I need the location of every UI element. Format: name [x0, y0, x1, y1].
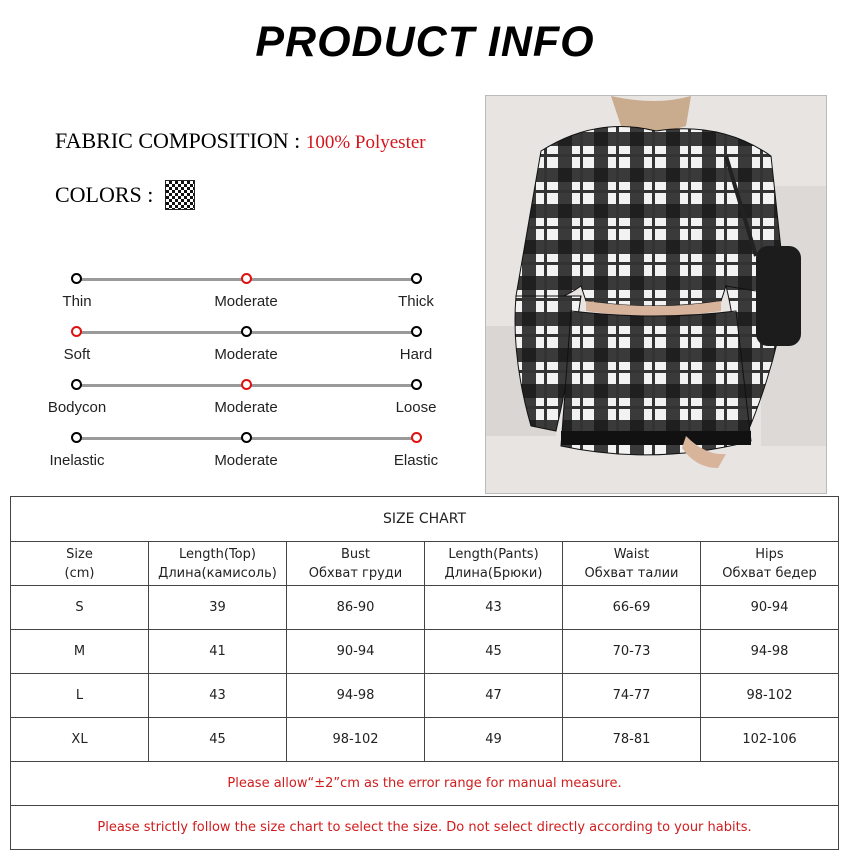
scale-label-right: Elastic	[393, 452, 439, 469]
cell-hips: 90-94	[701, 586, 839, 630]
scale-dot-left	[71, 273, 82, 284]
page-title: PRODUCT INFO	[255, 18, 595, 66]
cell-waist: 74-77	[563, 674, 701, 718]
scale-label-right: Hard	[399, 346, 433, 363]
size-chart-header-row	[11, 542, 839, 586]
scale-label-right: Thick	[398, 293, 434, 310]
cell-bust: 94-98	[287, 674, 425, 718]
cell-length-pants: 45	[425, 630, 563, 674]
header-hips: Hips Обхват бедер	[701, 542, 839, 586]
scale-label-left: Bodycon	[47, 399, 107, 416]
cell-bust: 98-102	[287, 718, 425, 762]
cell-size: M	[11, 630, 149, 674]
product-photo-illustration	[486, 96, 826, 493]
header-length-top: Length(Top) Длина(камисоль)	[149, 542, 287, 586]
measurement-error-note: Please allow“±2”cm as the error range for manual measure.	[11, 762, 839, 806]
table-row	[11, 674, 839, 718]
colors-row	[55, 180, 195, 210]
scale-label-middle: Moderate	[214, 293, 278, 310]
cell-length-top: 43	[149, 674, 287, 718]
cell-length-top: 39	[149, 586, 287, 630]
header-length-pants: Length(Pants) Длина(Брюки)	[425, 542, 563, 586]
cell-size: L	[11, 674, 149, 718]
fabric-label: FABRIC COMPOSITION :	[55, 128, 301, 153]
scale-label-middle: Moderate	[214, 346, 278, 363]
scale-dot-left	[71, 379, 82, 390]
cell-bust: 90-94	[287, 630, 425, 674]
plaid-color-swatch[interactable]	[165, 180, 195, 210]
cell-length-pants: 43	[425, 586, 563, 630]
cell-length-pants: 47	[425, 674, 563, 718]
softness-scale	[40, 324, 450, 374]
size-selection-note: Please strictly follow the size chart to select the size. Do not select directly according to your habits.	[11, 806, 839, 850]
scale-dot-middle	[241, 273, 252, 284]
cell-waist: 78-81	[563, 718, 701, 762]
cell-hips: 94-98	[701, 630, 839, 674]
fit-scale	[40, 377, 450, 427]
cell-hips: 98-102	[701, 674, 839, 718]
scale-label-left: Inelastic	[49, 452, 105, 469]
product-photo	[485, 95, 827, 494]
size-chart-table	[10, 496, 839, 850]
cell-length-top: 41	[149, 630, 287, 674]
cell-waist: 66-69	[563, 586, 701, 630]
scale-label-left: Thin	[62, 293, 92, 310]
scale-dot-right	[411, 326, 422, 337]
cell-hips: 102-106	[701, 718, 839, 762]
scale-label-right: Loose	[395, 399, 437, 416]
scale-dot-middle	[241, 432, 252, 443]
scale-dot-middle	[241, 326, 252, 337]
table-row	[11, 630, 839, 674]
scale-dot-right	[411, 273, 422, 284]
colors-label: COLORS :	[55, 182, 154, 207]
scale-dot-left	[71, 326, 82, 337]
scale-dot-right	[411, 432, 422, 443]
cell-size: XL	[11, 718, 149, 762]
fabric-composition	[55, 128, 426, 154]
scale-dot-middle	[241, 379, 252, 390]
scale-dot-left	[71, 432, 82, 443]
size-chart-caption: SIZE CHART	[11, 497, 839, 542]
cell-size: S	[11, 586, 149, 630]
header-bust: Bust Обхват груди	[287, 542, 425, 586]
header-waist: Waist Обхват талии	[563, 542, 701, 586]
thickness-scale	[40, 271, 450, 321]
scale-dot-right	[411, 379, 422, 390]
scale-label-middle: Moderate	[214, 399, 278, 416]
scale-label-middle: Moderate	[214, 452, 278, 469]
header-size: Size (cm)	[11, 542, 149, 586]
cell-bust: 86-90	[287, 586, 425, 630]
cell-length-pants: 49	[425, 718, 563, 762]
scale-label-left: Soft	[63, 346, 91, 363]
elasticity-scale	[40, 430, 450, 480]
table-row	[11, 586, 839, 630]
cell-length-top: 45	[149, 718, 287, 762]
table-row	[11, 718, 839, 762]
fabric-value: 100% Polyester	[305, 132, 426, 153]
cell-waist: 70-73	[563, 630, 701, 674]
